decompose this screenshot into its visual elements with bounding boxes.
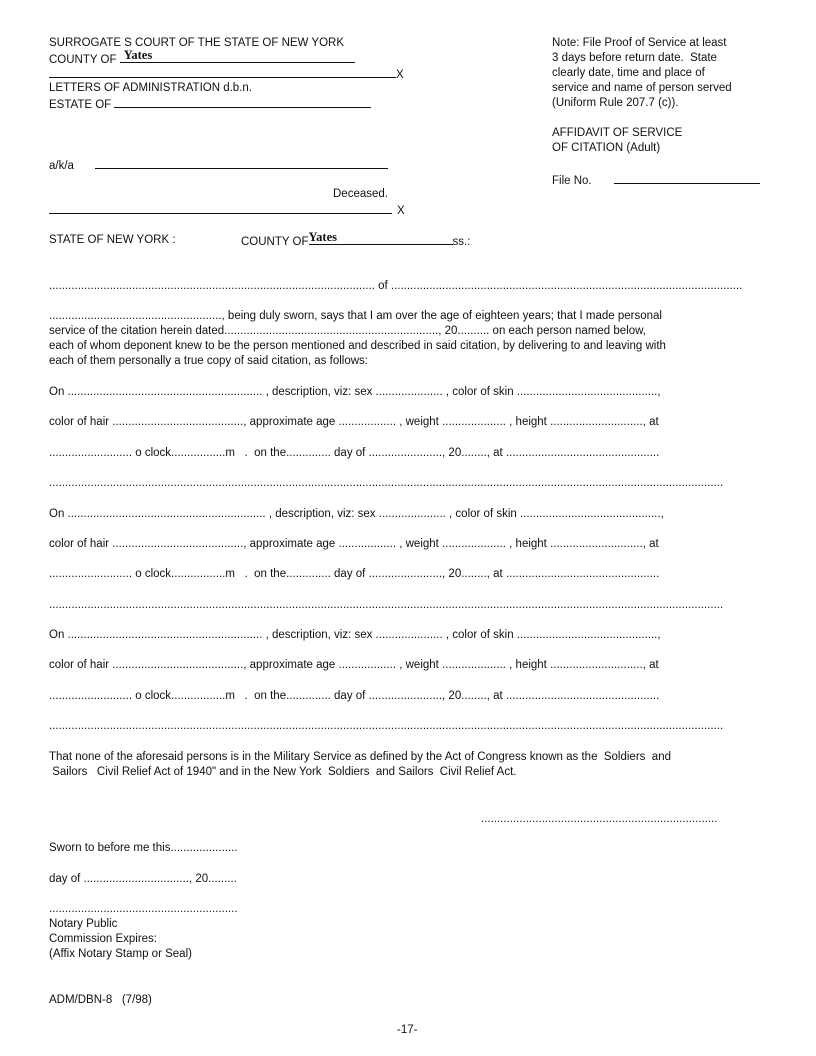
person-2-time-place[interactable]: .......................... o clock.................m . on the.............. day of ......................., 20........, at ................................................ <box>49 568 660 580</box>
note-line-4: service and name of person served <box>552 82 732 94</box>
affidavit-title: AFFIDAVIT OF SERVICE <box>552 127 683 139</box>
person-1-appearance[interactable]: color of hair ........................................., approximate age .................. , weight .................... , height ............................., at <box>49 416 659 428</box>
caption-divider-bottom <box>49 202 405 218</box>
person-3-time-place[interactable]: .......................... o clock.................m . on the.............. day of ......................., 20........, at ................................................ <box>49 690 660 702</box>
military-line-2: Sailors Civil Relief Act of 1940" and in the New York Soldiers and Sailors Civil Relief Act. <box>49 766 517 778</box>
note-line-1: Note: File Proof of Service at least <box>552 37 727 49</box>
file-no-field[interactable] <box>614 172 760 184</box>
deponent-signature-line[interactable]: .......................................................................... <box>481 813 718 825</box>
venue-county-value: Yates <box>308 230 337 244</box>
person-3-extra-line[interactable]: ................................................................................................................................................................................................................... <box>49 720 724 732</box>
estate-field[interactable] <box>114 96 371 108</box>
note-line-3: clearly date, time and place of <box>552 67 705 79</box>
jurat-sworn[interactable]: Sworn to before me this..................... <box>49 842 238 854</box>
person-3-description[interactable]: On ............................................................. , description, viz: sex ..................... , color of skin ............................................, <box>49 629 661 641</box>
aka-label: a/k/a <box>49 160 74 172</box>
sworn-line-4: each of them personally a true copy of said citation, as follows: <box>49 355 368 367</box>
file-no-label: File No. <box>552 175 592 187</box>
sworn-line-2: service of the citation herein dated..................................................................., 20.......... on each person named below, <box>49 325 647 337</box>
county-value: Yates <box>123 48 153 62</box>
note-line-5: (Uniform Rule 207.7 (c)). <box>552 97 679 109</box>
aka-line <box>49 157 388 173</box>
military-line-1: That none of the aforesaid persons is in the Military Service as defined by the Act of Congress known as the Soldiers and <box>49 751 671 763</box>
person-1-description[interactable]: On ............................................................. , description, viz: sex ..................... , color of skin ............................................, <box>49 386 661 398</box>
affidavit-subtitle: OF CITATION (Adult) <box>552 142 661 154</box>
aka-field[interactable] <box>95 157 388 169</box>
county-label: COUNTY OF <box>49 54 120 66</box>
estate-line <box>49 96 371 112</box>
person-2-description[interactable]: On .............................................................. , description, viz: sex ..................... , color of skin ............................................, <box>49 508 664 520</box>
jurat-day[interactable]: day of ................................., 20......... <box>49 873 237 885</box>
venue-county-label: COUNTY OF <box>241 236 309 248</box>
deponent-of-line[interactable]: ...................................................................................................... of .............................................................................................................. <box>49 280 743 292</box>
estate-label: ESTATE OF <box>49 99 115 111</box>
venue-county-field[interactable] <box>308 230 453 245</box>
form-id: ADM/DBN-8 (7/98) <box>49 994 152 1006</box>
county-field[interactable] <box>120 48 355 63</box>
deceased-label: Deceased. <box>333 188 388 200</box>
venue-ss: ss.: <box>452 236 471 248</box>
page-number: -17- <box>397 1024 418 1036</box>
venue-county-line <box>241 230 471 249</box>
county-line <box>49 48 355 67</box>
notary-signature-line[interactable]: ........................................................... <box>49 903 238 915</box>
letters-line: LETTERS OF ADMINISTRATION d.b.n. <box>49 82 252 94</box>
commission-label: Commission Expires: <box>49 933 157 945</box>
court-title: SURROGATE S COURT OF THE STATE OF NEW YORK <box>49 37 344 49</box>
person-2-extra-line[interactable]: ................................................................................................................................................................................................................... <box>49 599 724 611</box>
venue-state: STATE OF NEW YORK : <box>49 234 176 246</box>
affix-label: (Affix Notary Stamp or Seal) <box>49 948 192 960</box>
sworn-line-3: each of whom deponent knew to be the person mentioned and described in said citation, by delivering to and leaving with <box>49 340 666 352</box>
x-mark-top: X <box>396 69 404 81</box>
person-3-appearance[interactable]: color of hair ........................................., approximate age .................. , weight .................... , height ............................., at <box>49 659 659 671</box>
file-no-line <box>552 172 760 188</box>
x-mark-bottom: X <box>397 205 405 217</box>
person-1-extra-line[interactable]: ................................................................................................................................................................................................................... <box>49 477 724 489</box>
person-1-time-place[interactable]: .......................... o clock.................m . on the.............. day of ......................., 20........, at ................................................ <box>49 447 660 459</box>
notary-public-label: Notary Public <box>49 918 118 930</box>
caption-divider-top <box>49 66 404 82</box>
person-2-appearance[interactable]: color of hair ........................................., approximate age .................. , weight .................... , height ............................., at <box>49 538 659 550</box>
note-line-2: 3 days before return date. State <box>552 52 717 64</box>
sworn-line-1: ......................................................, being duly sworn, says that I am over the age of eighteen years; that I made personal <box>49 310 662 322</box>
